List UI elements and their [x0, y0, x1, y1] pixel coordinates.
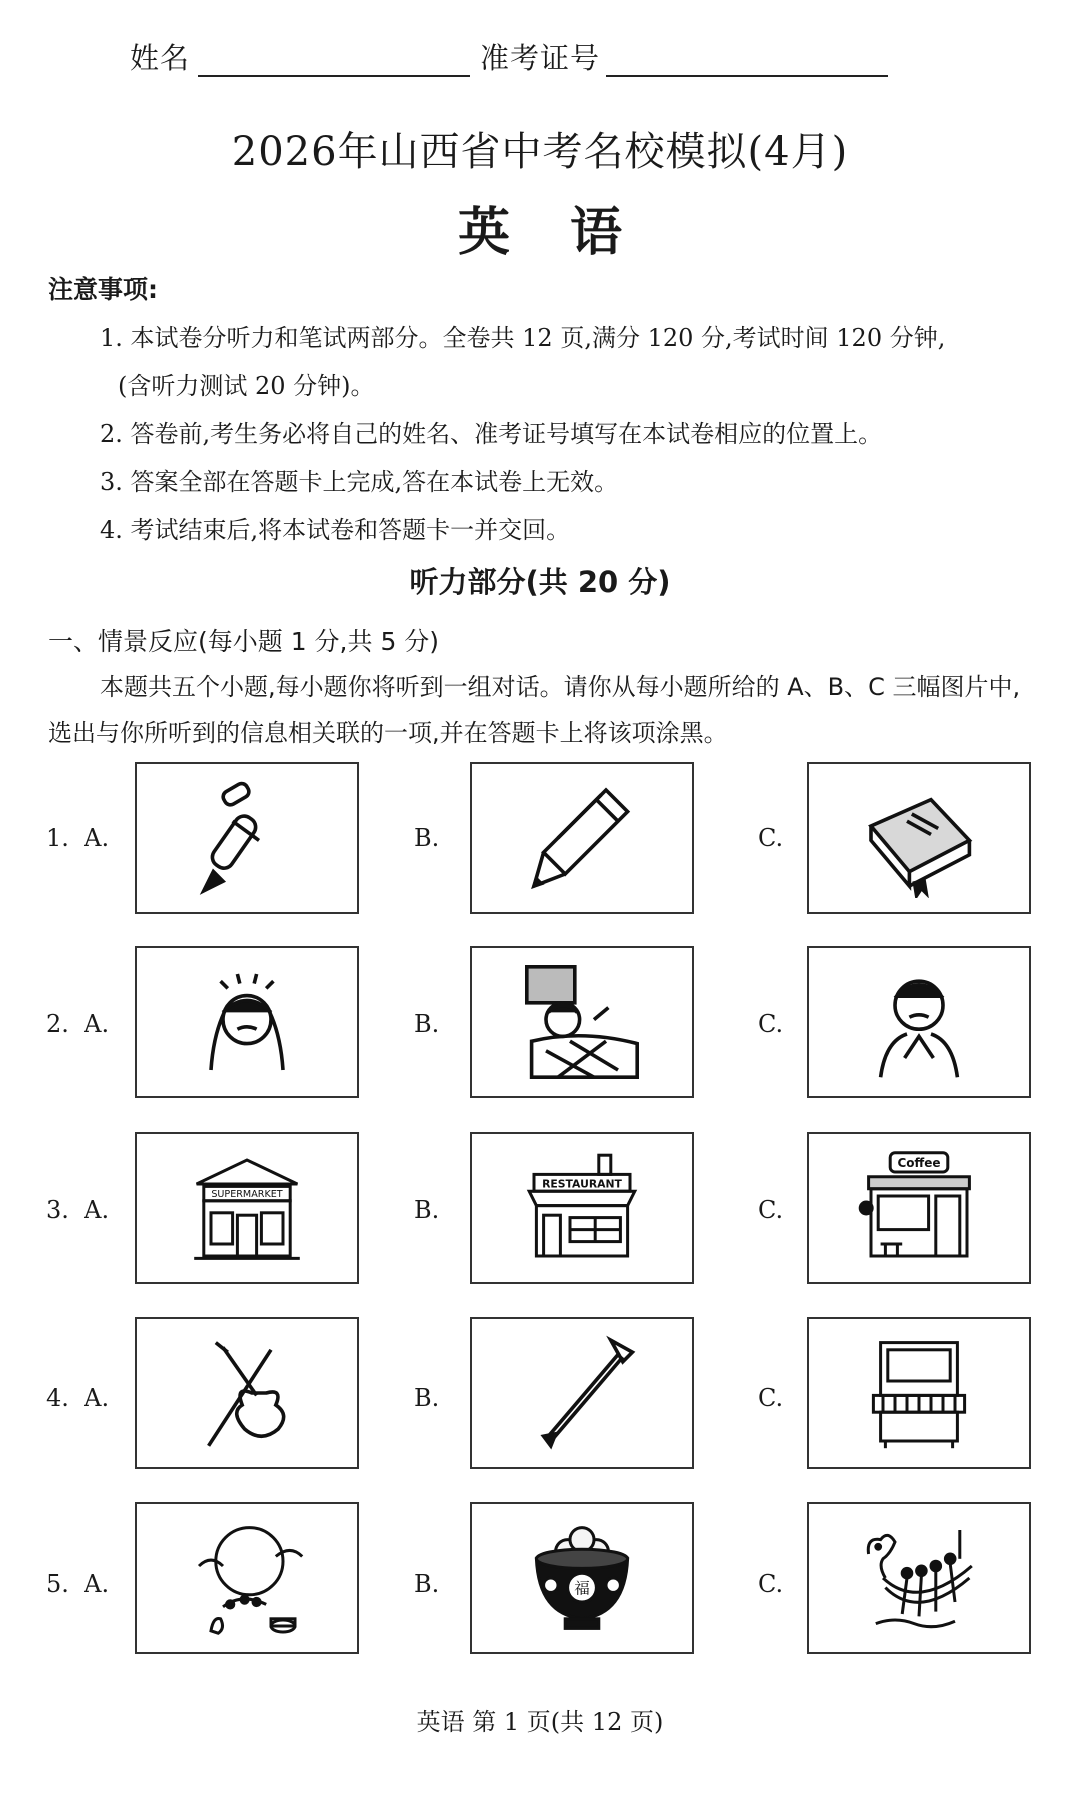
- option-2c[interactable]: [807, 946, 1031, 1098]
- question-number: 2. A.: [46, 1010, 110, 1038]
- option-label: B.: [414, 1196, 440, 1224]
- notice-item: 4. 考试结束后,将本试卷和答题卡一并交回。: [100, 516, 571, 544]
- restaurant-icon: [517, 1148, 647, 1268]
- option-label: C.: [758, 824, 784, 852]
- option-2a[interactable]: [135, 946, 359, 1098]
- option-4b[interactable]: [470, 1317, 694, 1469]
- option-3b[interactable]: [470, 1132, 694, 1284]
- mid-autumn-moon-icon: [182, 1518, 312, 1638]
- notice-heading: 注意事项:: [48, 275, 158, 304]
- option-label: C.: [758, 1570, 784, 1598]
- coffee-sign: Coffee: [897, 1156, 941, 1171]
- trumpet-icon: [517, 1333, 647, 1453]
- notice-item: 1. 本试卷分听力和笔试两部分。全卷共 12 页,满分 120 分,考试时间 120 分钟,: [100, 324, 946, 352]
- option-1c[interactable]: [807, 762, 1031, 914]
- question-number: 1. A.: [46, 824, 110, 852]
- question-number: 5. A.: [46, 1570, 110, 1598]
- pencil-icon: [517, 778, 647, 898]
- option-1a[interactable]: [135, 762, 359, 914]
- question-number: 3. A.: [46, 1196, 110, 1224]
- sick-in-bed-icon: [517, 962, 647, 1082]
- option-5a[interactable]: [135, 1502, 359, 1654]
- exam-id-label: 准考证号: [480, 41, 601, 75]
- option-label: C.: [758, 1010, 784, 1038]
- option-2b[interactable]: [470, 946, 694, 1098]
- piano-icon: [854, 1333, 984, 1453]
- option-4a[interactable]: [135, 1317, 359, 1469]
- name-label: 姓名: [130, 41, 191, 75]
- fu-character: 福: [574, 1579, 590, 1598]
- supermarket-sign: SUPERMARKET: [211, 1189, 283, 1201]
- fountain-pen-icon: [182, 778, 312, 898]
- option-label: C.: [758, 1196, 784, 1224]
- option-5b[interactable]: [470, 1502, 694, 1654]
- name-field[interactable]: [198, 45, 470, 77]
- option-1b[interactable]: [470, 762, 694, 914]
- subject-title: 英语: [457, 203, 682, 263]
- part-instruction: 本题共五个小题,每小题你将听到一组对话。请你从每小题所给的 A、B、C 三幅图片中,选出与你所听到的信息相关联的一项,并在答题卡上将该项涂黑。: [48, 673, 1021, 747]
- option-3a[interactable]: [135, 1132, 359, 1284]
- exam-title: 2026年山西省中考名校模拟(4月): [231, 129, 849, 175]
- coffee-shop-icon: [854, 1148, 984, 1268]
- option-label: B.: [414, 1384, 440, 1412]
- candidate-info-row: [130, 36, 888, 77]
- supermarket-icon: [182, 1148, 312, 1268]
- notice-item: 3. 答案全部在答题卡上完成,答在本试卷上无效。: [100, 468, 619, 496]
- section-title: 听力部分(共 20 分): [409, 565, 671, 599]
- notice-item: 2. 答卷前,考生务必将自己的姓名、准考证号填写在本试卷相应的位置上。: [100, 420, 883, 448]
- option-3c[interactable]: [807, 1132, 1031, 1284]
- option-label: B.: [414, 1010, 440, 1038]
- tangyuan-bowl-icon: [517, 1518, 647, 1638]
- restaurant-sign: RESTAURANT: [542, 1177, 622, 1191]
- violin-icon: [182, 1333, 312, 1453]
- question-number: 4. A.: [46, 1384, 110, 1412]
- book-icon: [854, 778, 984, 898]
- option-label: B.: [414, 1570, 440, 1598]
- option-5c[interactable]: [807, 1502, 1031, 1654]
- sore-throat-icon: [854, 962, 984, 1082]
- option-label: C.: [758, 1384, 784, 1412]
- dragon-boat-icon: [854, 1518, 984, 1638]
- exam-id-field[interactable]: [606, 45, 888, 77]
- headache-boy-icon: [182, 962, 312, 1082]
- page-footer: 英语 第 1 页(共 12 页): [416, 1708, 664, 1736]
- notice-item: (含听力测试 20 分钟)。: [118, 372, 375, 400]
- option-4c[interactable]: [807, 1317, 1031, 1469]
- part-title: 一、情景反应(每小题 1 分,共 5 分): [48, 627, 440, 656]
- option-label: B.: [414, 824, 440, 852]
